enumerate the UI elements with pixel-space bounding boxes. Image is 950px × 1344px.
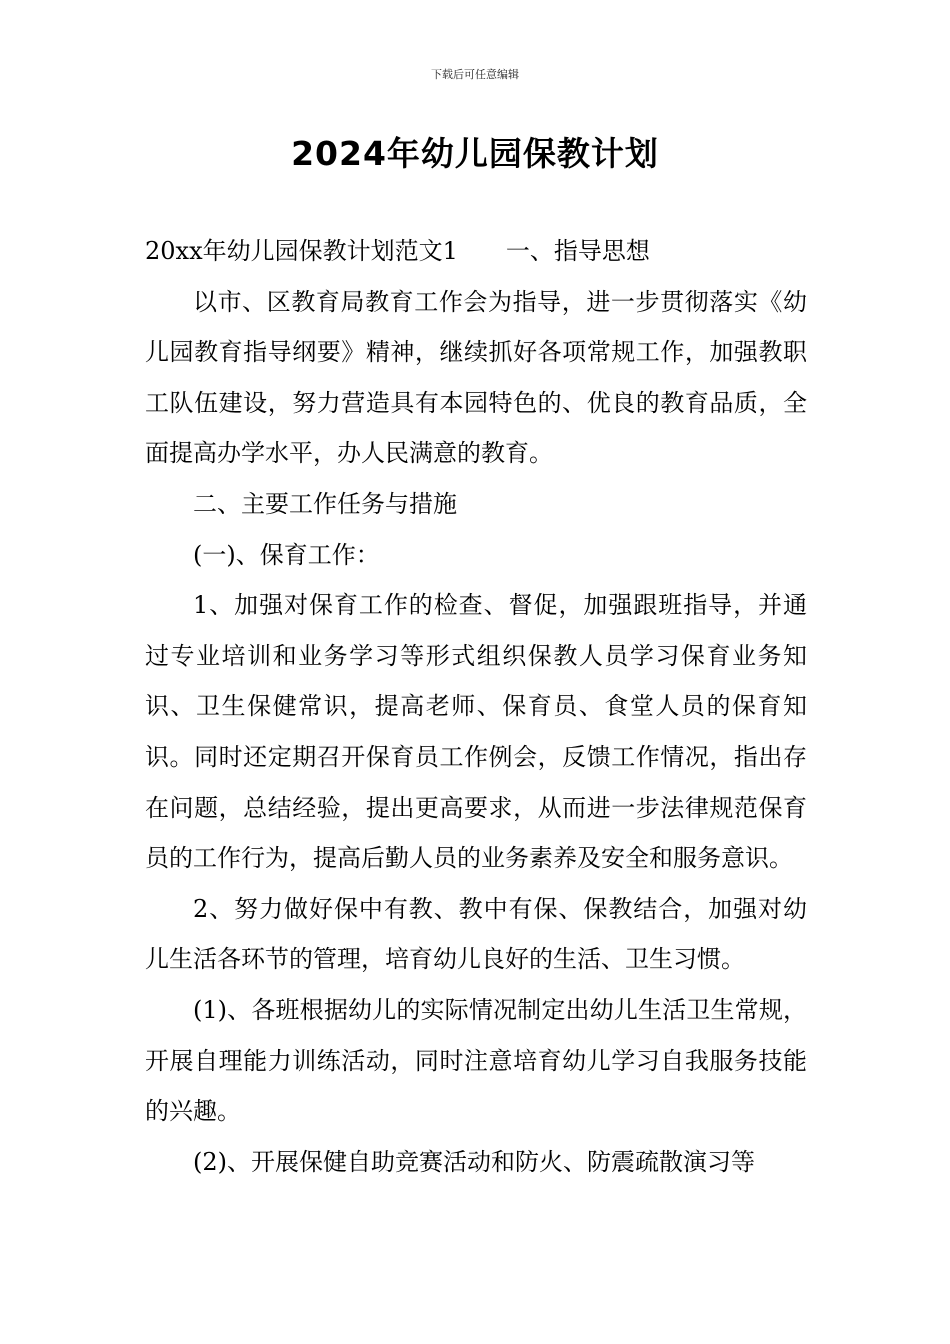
header-note: 下载后可任意编辑 <box>431 68 519 81</box>
paragraph: (1)、各班根据幼儿的实际情况制定出幼儿生活卫生常规，开展自理能力训练活动，同时注意培育幼儿学习自我服务技能的兴趣。 <box>145 995 807 1126</box>
document-title: 2024年幼儿园保教计划 <box>291 134 659 173</box>
subtitle-line <box>145 226 807 277</box>
paragraph: 1、加强对保育工作的检查、督促，加强跟班指导，并通过专业培训和业务学习等形式组织保教人员学习保育业务知识、卫生保健常识，提高老师、保育员、食堂人员的保育知识。同时还定期召开保育员工作例会，反馈工作情况，指出存在问题，总结经验，提出更高要求，从而进一步法律规范保育员的工作行为，提高后勤人员的业务素养及安全和服务意识。 <box>145 591 807 873</box>
paragraph: 以市、区教育局教育工作会为指导，进一步贯彻落实《幼儿园教育指导纲要》精神，继续抓好各项常规工作，加强教职工队伍建设，努力营造具有本园特色的、优良的教育品质，全面提高办学水平，办人民满意的教育。 <box>145 287 807 468</box>
document-subtitle: 20xx年幼儿园保教计划范文1 <box>145 237 458 265</box>
paragraph: 2、努力做好保中有教、教中有保、保教结合，加强对幼儿生活各环节的管理，培育幼儿良好的生活、卫生习惯。 <box>145 894 807 974</box>
document-body <box>145 226 807 1187</box>
section-heading-main-tasks: 二、主要工作任务与措施 <box>193 489 457 518</box>
paragraph: (2)、开展保健自助竞赛活动和防火、防震疏散演习等 <box>193 1147 755 1176</box>
section-heading-guiding-ideology: 一、指导思想 <box>505 237 650 265</box>
subsection-heading-childcare: (一)、保育工作： <box>193 540 380 569</box>
